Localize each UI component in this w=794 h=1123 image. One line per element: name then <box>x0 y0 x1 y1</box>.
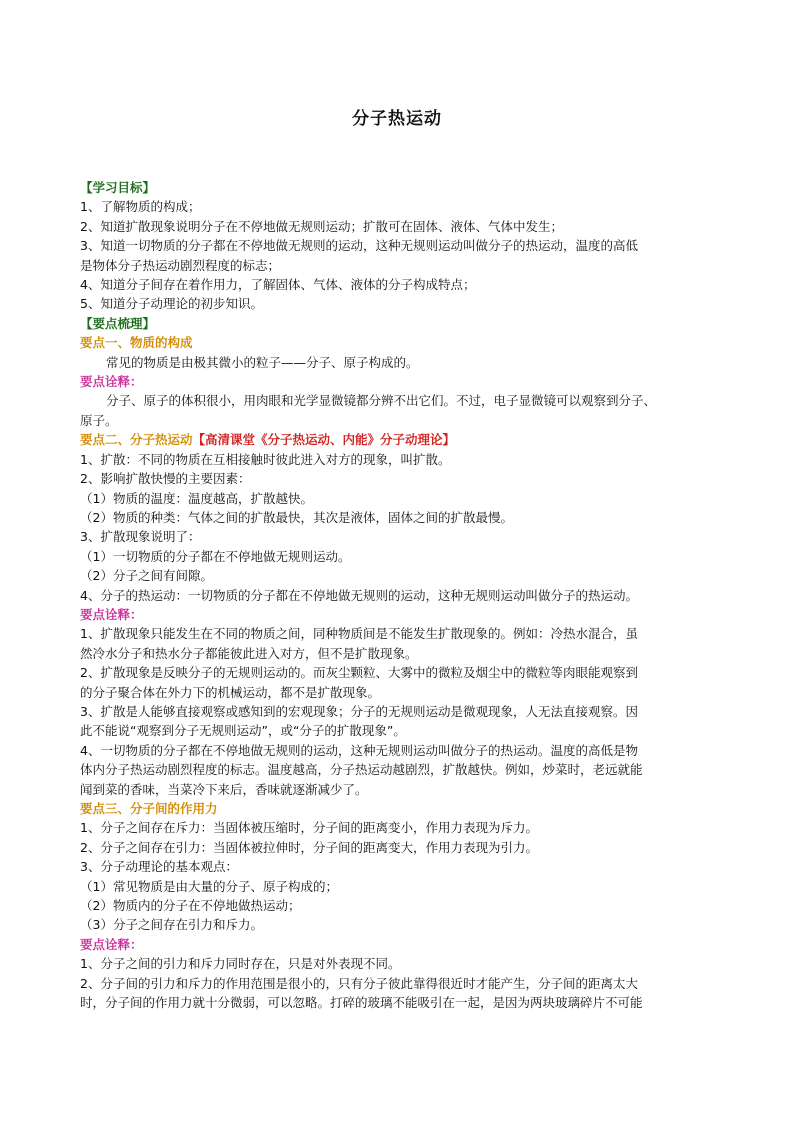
paragraph: （2）物质的种类：气体之间的扩散最快，其次是液体，固体之间的扩散最慢。 <box>80 509 513 525</box>
paragraph-continued: 的分子聚合体在外力下的机械运动，都不是扩散现象。 <box>80 684 381 700</box>
objective-item-continued: 是物体分子热运动剧烈程度的标志； <box>80 257 281 273</box>
keypoint-heading-2 <box>80 430 712 449</box>
paragraph-continued: 闻到菜的香味，当菜冷下来后，香味就逐渐减少了。 <box>80 781 368 797</box>
paragraph: （2）分子之间有间隙。 <box>80 568 213 584</box>
paragraph: 1、扩散现象只能发生在不同的物质之间，同种物质间是不能发生扩散现象的。例如：冷热水混合，虽 <box>80 626 638 642</box>
paragraph: （1）一切物质的分子都在不停地做无规则运动。 <box>80 548 351 564</box>
paragraph: 3、分子动理论的基本观点： <box>80 859 238 875</box>
section-heading-objectives: 【学习目标】 <box>80 180 156 195</box>
paragraph: 2、影响扩散快慢的主要因素： <box>80 471 251 487</box>
keypoint-heading-1: 要点一、物质的构成 <box>80 335 193 351</box>
objective-item: 5、知道分子动理论的初步知识。 <box>80 296 263 312</box>
paragraph: 常见的物质是由极其微小的粒子——分子、原子构成的。 <box>106 354 419 370</box>
explanation-label: 要点诠释： <box>80 606 143 622</box>
paragraph: 1、分子之间存在斥力：当固体被压缩时，分子间的距离变小，作用力表现为斥力。 <box>80 820 538 836</box>
paragraph-continued: 体内分子热运动剧烈程度的标志。温度越高，分子热运动越剧烈，扩散越快。例如，炒菜时，老远就能 <box>80 762 643 778</box>
objective-item: 1、了解物质的构成； <box>80 199 201 215</box>
keypoint-heading-2-text: 要点二、分子热运动 <box>80 432 193 448</box>
paragraph: 3、扩散是人能够直接观察或感知到的宏观现象；分子的无规则运动是微观现象，人无法直接观察。因 <box>80 703 638 719</box>
explanation-label: 要点诠释： <box>80 936 143 952</box>
explanation-label: 要点诠释： <box>80 374 143 390</box>
paragraph-continued: 原子。 <box>80 412 118 428</box>
paragraph: 4、一切物质的分子都在不停地做无规则的运动，这种无规则运动叫做分子的热运动。温度的高低是物 <box>80 742 638 758</box>
paragraph: 2、分子间的引力和斥力的作用范围是很小的，只有分子彼此靠得很近时才能产生，分子间的距离太大 <box>80 975 638 991</box>
paragraph: 3、扩散现象说明了： <box>80 529 201 545</box>
paragraph-continued: 此不能说“观察到分子无规则运动”，或“分子的扩散现象”。 <box>80 723 406 739</box>
paragraph: 4、分子的热运动：一切物质的分子都在不停地做无规则的运动，这种无规则运动叫做分子的热运动。 <box>80 587 638 603</box>
paragraph: （1）物质的温度：温度越高，扩散越快。 <box>80 490 313 506</box>
paragraph: 2、分子之间存在引力：当固体被拉伸时，分子间的距离变大，作用力表现为引力。 <box>80 839 538 855</box>
objective-item: 3、知道一切物质的分子都在不停地做无规则的运动，这种无规则运动叫做分子的热运动，温度的高低 <box>80 238 638 254</box>
paragraph-continued: 时，分子间的作用力就十分微弱，可以忽略。打碎的玻璃不能吸引在一起，是因为两块玻璃碎片不可能 <box>80 995 643 1011</box>
objective-item: 2、知道扩散现象说明分子在不停地做无规则运动；扩散可在固体、液体、气体中发生； <box>80 218 563 234</box>
keypoint-heading-3: 要点三、分子间的作用力 <box>80 801 218 816</box>
page-title: 分子热运动 <box>352 109 442 129</box>
paragraph: （3）分子之间存在引力和斥力。 <box>80 917 263 933</box>
paragraph-continued: 然冷水分子和热水分子都能彼此进入对方，但不是扩散现象。 <box>80 645 418 661</box>
paragraph: 2、扩散现象是反映分子的无规则运动的。而灰尘颗粒、大雾中的微粒及烟尘中的微粒等肉眼能观察到 <box>80 665 638 681</box>
paragraph: 分子、原子的体积很小，用肉眼和光学显微镜都分辨不出它们。不过，电子显微镜可以观察到分子、 <box>106 393 657 409</box>
document-body <box>80 178 712 1012</box>
objective-item: 4、知道分子间存在着作用力，了解固体、气体、液体的分子构成特点； <box>80 277 476 293</box>
paragraph: （1）常见物质是由大量的分子、原子构成的； <box>80 878 338 894</box>
paragraph: 1、分子之间的引力和斥力同时存在，只是对外表现不同。 <box>80 956 401 972</box>
video-link[interactable]: 【高清课堂《分子热运动、内能》分子动理论】 <box>192 432 456 448</box>
paragraph: 1、扩散：不同的物质在互相接触时彼此进入对方的现象，叫扩散。 <box>80 451 451 467</box>
section-heading-keypoints: 【要点梳理】 <box>80 315 156 331</box>
paragraph: （2）物质内的分子在不停地做热运动； <box>80 898 301 914</box>
